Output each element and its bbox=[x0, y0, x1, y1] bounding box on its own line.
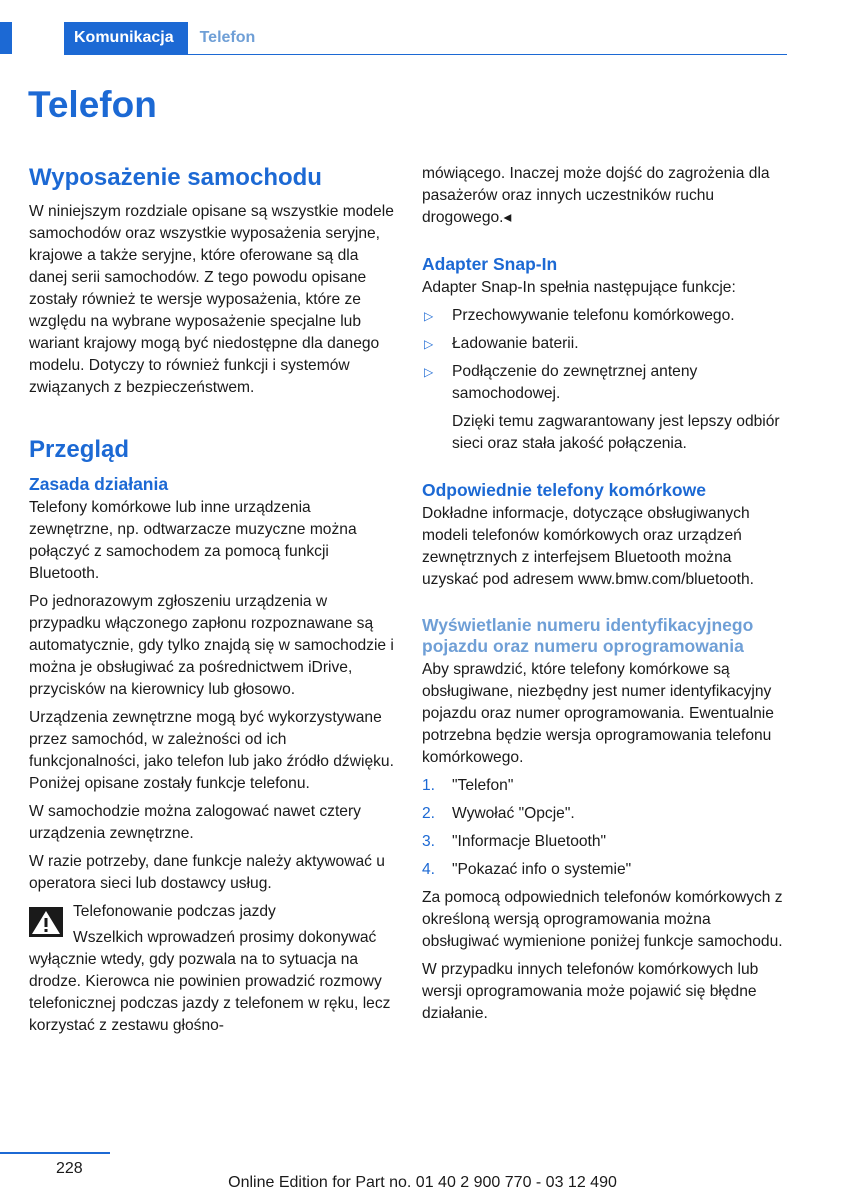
right-column bbox=[422, 163, 792, 1031]
heading-overview: Przegląd bbox=[29, 436, 130, 463]
header-breadcrumb bbox=[64, 22, 267, 54]
header-section-tab: Komunikacja bbox=[64, 22, 188, 54]
list-item: 2. Wywołać "Opcje". bbox=[422, 805, 575, 822]
header-accent-bar bbox=[0, 22, 12, 54]
page-title: Telefon bbox=[28, 84, 157, 125]
warning-triangle-icon bbox=[29, 907, 63, 937]
footer-divider bbox=[0, 1152, 110, 1154]
paragraph-vin: Aby sprawdzić, które telefony komórkowe są obsługiwane, niezbędny jest numer identyfikacyjny pojazdu oraz numer oprogramowania. Ewentualnie potrzebna będzie wersja oprogramowania telefonu komórkowego. bbox=[422, 661, 774, 766]
list-item: 4. "Pokazać info o systemie" bbox=[422, 861, 632, 878]
bullet-sub-paragraph: Dzięki temu zagwarantowany jest lepszy odbiór sieci oraz stała jakość połączenia. bbox=[452, 413, 780, 452]
paragraph-equipment: W niniejszym rozdziale opisane są wszystkie modele samochodów oraz wszystkie wyposażenia seryjne, krajowe a także seryjne, które oferowane są dla danej serii samochodów. Z tego powodu opisane zostały również te wersje wyposażenia, które ze względu na wybrane wyposażenie specjalne lub wariant krajowy mogą być niedostępne dla danego modelu. Dotyczy to również funkcji i systemów związanych z bezpieczeństwem. bbox=[29, 203, 394, 396]
paragraph-after-1: Za pomocą odpowiednich telefonów komórkowych z określoną wersją oprogramowania można obsługiwać wymienione poniżej funkcje samochodu. bbox=[422, 889, 783, 950]
heading-phones: Odpowiednie telefony komórkowe bbox=[422, 480, 706, 500]
left-column bbox=[29, 163, 397, 1043]
heading-vin: Wyświetlanie numeru identyfikacyjnego pojazdu oraz numeru oprogramowania bbox=[422, 615, 754, 656]
paragraph-snapin: Adapter Snap-In spełnia następujące funkcje: bbox=[422, 279, 736, 296]
triangle-right-icon: ▷ bbox=[424, 309, 434, 323]
heading-snapin: Adapter Snap-In bbox=[422, 254, 558, 274]
page-number: 228 bbox=[56, 1160, 83, 1177]
list-item: 1. "Telefon" bbox=[422, 777, 514, 794]
list-item: ▷ Podłączenie do zewnętrznej anteny samochodowej. bbox=[424, 363, 698, 402]
paragraph-1: Telefony komórkowe lub inne urządzenia zewnętrzne, np. odtwarzacze muzyczne można połączyć z samochodem za pomocą funkcji Bluetooth. bbox=[29, 499, 357, 582]
header-divider bbox=[64, 54, 787, 55]
warning-continuation: mówiącego. Inaczej może dojść do zagrożenia dla pasażerów oraz innych uczestników ruchu drogowego.◂ bbox=[422, 165, 770, 226]
paragraph-after-2: W przypadku innych telefonów komórkowych lub wersji oprogramowania może pojawić się błędne działanie. bbox=[422, 961, 759, 1022]
footer-edition-note: Online Edition for Part no. 01 40 2 900 770 - 03 12 490 bbox=[228, 1174, 617, 1191]
heading-equipment: Wyposażenie samochodu bbox=[29, 164, 322, 191]
heading-principle: Zasada działania bbox=[29, 474, 169, 494]
warning-title: Telefonowanie podczas jazdy bbox=[73, 903, 276, 920]
list-item: ▷ Przechowywanie telefonu komórkowego. bbox=[422, 305, 792, 327]
triangle-right-icon: ▷ bbox=[424, 337, 434, 351]
snapin-bullet-list bbox=[422, 305, 792, 405]
warning-block bbox=[29, 901, 397, 923]
paragraph-3: Urządzenia zewnętrzne mogą być wykorzystywane przez samochód, w zależności od ich funkcjonalności, jako telefon lub jako źródło dźwięku. Poniżej opisane zostały funkcje telefonu. bbox=[29, 709, 394, 792]
paragraph-phones: Dokładne informacje, dotyczące obsługiwanych modeli telefonów komórkowych oraz urządzeń zewnętrznych z interfejsem Bluetooth można uzyskać pod adresem www.bmw.com/bluetooth. bbox=[422, 505, 754, 588]
warning-text: Wszelkich wprowadzeń prosimy dokonywać wyłącznie wtedy, gdy pozwala na to sytuacja na drodze. Kierowca nie powinien prowadzić rozmowy telefonicznej podczas jazdy z telefonem w ręku, lecz korzystać z zestawu głośno- bbox=[29, 929, 391, 1034]
list-item: ▷ Ładowanie baterii. bbox=[422, 333, 792, 355]
header-subsection-tab: Telefon bbox=[199, 29, 256, 46]
steps-list bbox=[422, 775, 792, 881]
paragraph-2: Po jednorazowym zgłoszeniu urządzenia w przypadku włączonego zapłonu rozpoznawane są automatycznie, gdy tylko znajdą się w samochodzie i można je obsługiwać za pośrednictwem iDrive, przycisków na kierownicy lub głosowo. bbox=[29, 593, 394, 698]
list-item: 3. "Informacje Bluetooth" bbox=[422, 833, 607, 850]
triangle-right-icon: ▷ bbox=[424, 365, 434, 379]
paragraph-5: W razie potrzeby, dane funkcje należy aktywować u operatora sieci lub dostawcy usług. bbox=[29, 853, 385, 892]
paragraph-4: W samochodzie można zalogować nawet cztery urządzenia zewnętrzne. bbox=[29, 803, 361, 842]
